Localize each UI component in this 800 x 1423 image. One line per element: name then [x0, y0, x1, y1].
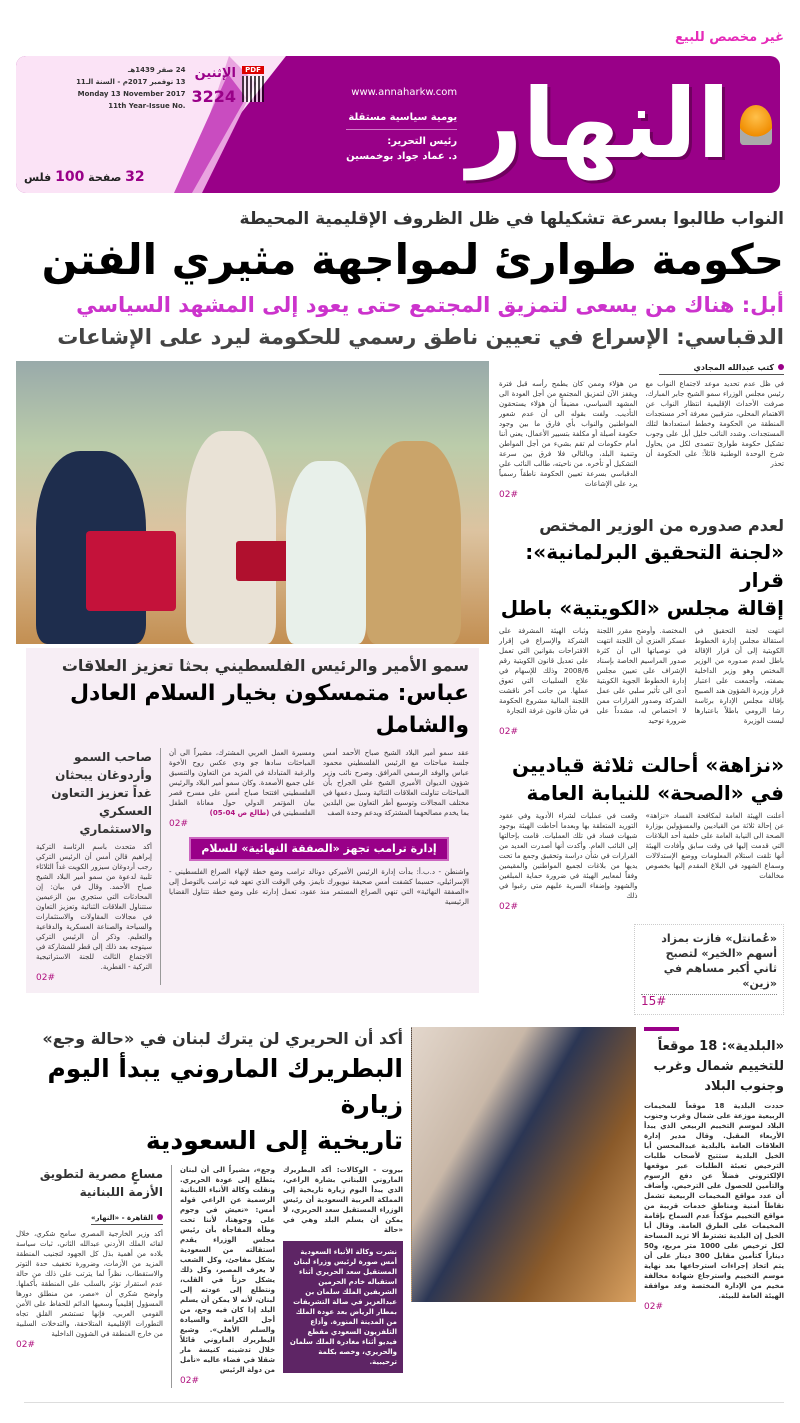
weekday: الإثنين [194, 66, 236, 81]
lead-sub2: الدقباسي: الإسراع في تعيين ناطق رسمي للحكومة ليرد على الإشاعات [57, 325, 784, 349]
lead-ref[interactable]: 02# [499, 490, 518, 500]
egypt-story [16, 1165, 172, 1388]
inquiry-col3: وثبات الهيئة المشرفة على الشركة والإسراع في إقرار الاقتراحات بقوانين التي تعمل على تعديل قانون الكويتية رقم 2008/6 وذلك للإسهام في علاج السلبيات التي تعوق عملها. من جانب آخر ناقشت اللجنة المالية مشروع الحكومة في شأن قانون غرفة التجارة [498, 627, 589, 715]
abbas-kicker: سمو الأمير والرئيس الفلسطيني بحثا تعزيز العلاقات [61, 656, 469, 675]
inquiry-col2: المختصة. وأوضح مقرر اللجنة عسكر العنزي أن اللجنة انتهت في توصياتها الى أن كثرة صدور المراسيم الخاصة بإسناد الإشراف على تعيين مجلس إدارة الخطوط الجوية الكويتية أدى الى تأثير سلبي على عمل الشركة وصدور القرارات ممن لا اختصاص له، مشدداً على ضرورة توحيد [596, 627, 687, 725]
price-label: فلس [24, 171, 52, 184]
egypt-byline [91, 1213, 163, 1225]
omantel-headline[interactable]: «عُمانتل» فازت بمزاد أسهم «الخير» لتصبح ثاني أكبر مساهم في «زين» [661, 932, 777, 990]
gregorian-date-ar: 13 نوفمبر 2017م - السنة الـ11 [76, 78, 186, 86]
hariri-salman-photo [411, 1027, 636, 1302]
nazaha-ref[interactable]: 02# [499, 902, 518, 912]
nazaha-headline-1[interactable]: «نزاهة» أحالت ثلاثة قياديين [511, 753, 784, 777]
not-for-sale-note: غير مخصص للبيع [675, 30, 784, 45]
editor-label: رئيس التحرير: [387, 136, 458, 147]
hariri-col2: وجع»، مشيراً الى أن لبنان يتطلع إلى عودة الحريري. ونقلت وكالة الأنباء اللبنانية الرسمية عن الراعي قوله أمس: «نعيش في وجوم على وجوهنا، لأننا تحت وطأة المفاجأة بأن رئيس مجلس الوزراء يقدم استقالته من السعودية بشكل مفاجئ، وكل الشعب لا يعرف المصير، وكل ذلك يشكل حزناً في القلب، ونتطلع إلى عودته إلى لبنان، لأنه لا يمكن أن يسلم البلد إذا كان فيه وجع، من أجل الكرامة والسيادة والسلم الأهلي». وشيع البطريرك الماروني قائلاً خلال تدشينه كنيسة مار شقلا في فضاء عاليه «نأمل من دولة الرئيس [180, 1166, 275, 1374]
baladia-ref[interactable]: 02# [644, 1302, 663, 1312]
inquiry-ref[interactable]: 02# [499, 727, 518, 737]
baladia-headline[interactable]: «البلدية»: 18 موقعاً للتخييم شمال وغرب وجنوب البلاد [653, 1039, 784, 1094]
editor-name: د. عماد جواد بوخمسين [346, 151, 458, 162]
photo-caption: نشرت وكالة الأنباء السعودية أمس صورة لرئيس وزراء لبنان المستقيل سعد الحريري أثناء استقباله خادم الحرمين الشريفين الملك سلمان بن عبدالعزيز في صالة التشريفات بمطار الرياض بعد عودة الملك من المدينة المنورة. وأذاع التلفزيون السعودي مقطع فيديو أثناء مغادرة الملك سلمان والحريري، وخصه بكلمة ترحيبية. [283, 1241, 403, 1373]
hariri-story [16, 1027, 403, 1388]
inquiry-headline-1[interactable]: «لجنة التحقيق البرلمانية»: قرار [525, 540, 784, 592]
hariri-headline-1[interactable]: البطريرك الماروني يبدأ اليوم زيارة [47, 1054, 403, 1119]
tagline: يومية سياسية مستقلة [346, 112, 457, 130]
page-bottom-rule [24, 1402, 784, 1403]
hariri-ref[interactable]: 02# [180, 1376, 199, 1386]
erdogan-ref[interactable]: 02# [36, 973, 55, 983]
nazaha-col2: وقعت في عمليات لشراء الأدوية وفي عقود التوريد المتعلقة بها وبعدما أحاطت الهيئة بوجود شبهات فساد في تلك العمليات. قامت بإحالتها إلى النائب العام. وأكدت أنها أصدرت العديد من القرارات في شأن دراسة وتحقيق وجمع ما تحت يديها من بلاغات لجميع المواطنين والمقيمين وفقاً لمعايير الهيئة في ضرورة حماية المبلغين والشهود وإضفاء السرية عليهم متى رغبوا في ذلك [499, 812, 638, 900]
byline-text: القاهرة - «النهار» [90, 1214, 153, 1222]
issue-label: 11th Year-Issue No. [108, 102, 186, 110]
lead-col2: من هؤلاء وممن كان يطمح رأسه قبل فترة ويقفز الآن لتمزيق المجتمع من أجل العودة الى المشهد السياسي، مضيفاً أن هؤلاء يستحقون التأديب. ولفت بقوله الى أن عدم شعور المواطنين والنواب بأي فارق ما بين وجود حكومة أصيلة أو مكلفة بتسيير الأعمال، يعني أننا أمام حكومات لم تقم بشيء من أجل المواطن وتنمية البلد، وبالتالي فلا فرق بين سرعة التشكيل أو تأخره. من ناحيته، طالب النائب علي الدقباسي بسرعة تعيين الحكومة ناطقاً رسمياً يرد على الإشاعات [499, 380, 638, 488]
byline-text: كتب عبدالله المجادي [693, 363, 774, 372]
lead-kicker: النواب طالبوا بسرعة تشكيلها في ظل الظروف الإقليمية المحيطة [239, 209, 784, 229]
hariri-kicker: أكد أن الحريري لن يترك لبنان في «حالة وجع» [42, 1029, 403, 1048]
inquiry-kicker: لعدم صدوره من الوزير المختص [539, 516, 784, 535]
sun-logo-icon [740, 105, 772, 145]
nazaha-headline-2[interactable]: في «الصحة» للنيابة العامة [526, 781, 784, 805]
trump-deal-body: واشنطن - د.ب.أ: بدأت إدارة الرئيس الأميركي دونالد ترامب وضع خطة لإنهاء الصراع الفلسطيني - الإسرائيلي، حسبما كشفت أمس صحيفة نيويورك تايمز. وفي الوقت الذي تعهد فيه ترامب بالتوصل إلى «الصفقة النهائية» التي تنهي الصراع المستمر منذ عقود، تعمل إدارته على وضع خطة تتناول القضايا الرئيسية [169, 868, 469, 906]
hariri-col1: بيروت - الوكالات: أكد البطريرك الماروني اللبناني بشارة الراعي، الذي يبدأ اليوم زيارة تاريخية إلى المملكة العربية السعودية أن رئيس الوزراء المستقيل سعد الحريري، لا يمكن أن يسلم البلد وهي في «حالة [283, 1166, 403, 1234]
bullet-icon [778, 364, 784, 370]
accent-bar [644, 1027, 679, 1031]
trump-deal-banner: إدارة ترامب تجهز «الصفقة النهائية» للسلام [189, 837, 449, 861]
lead-headline[interactable]: حكومة طوارئ لمواجهة مثيري الفتن [41, 235, 784, 284]
right-column [499, 361, 784, 1015]
inquiry-headline-2[interactable]: إقالة مجلس «الكويتية» باطل [500, 596, 784, 620]
baladia-story [644, 1027, 784, 1314]
website-url[interactable]: www.annaharkw.com [351, 87, 458, 98]
inquiry-col1: انتهت لجنة التحقيق في استقالة مجلس إدارة الخطوط الكويتية إلى أن قرار الإقالة باطل لعدم صدوره من الوزير المختص وهو وزير الداخلية بصفته، وأجمعت على اعتبار قرار وزيرة الشؤون هند الصبيح بإقالة مجلس الإدارة برئاسة رشا الرومي باطلاً باعتبارها ليست الوزيرة [694, 627, 784, 725]
abbas-more-link[interactable]: (طالع ص 04-05) [209, 809, 270, 817]
egypt-body: أكد وزير الخارجية المصري سامح شكري، خلال لقائه الملك الأردني عبدالله الثاني، ثبات سياسة بلاده من أهمية بذل كل الجهود لتجنيب المنطقة المزيد من الأزمات، وضرورة تخفيف حدة التوتر والاستقطاب، نظراً لما يترتب على ذلك من حالة عدم استقرار تؤثر بالسلب على المنطقة بأكملها. وأوضح شكري أن «مصر، من منطلق دورها المسؤول إقليمياً وسعيها الدائم للحفاظ على الأمن القومي العربي، فإنها تستشعر القلق تجاه التطورات الإقليمية المتلاحقة، والتدخلات السلبية من خارج المنطقة في الشؤون الداخلية [16, 1230, 163, 1338]
date-en: Monday 13 November 2017 [77, 90, 186, 98]
abbas-headline[interactable]: عباس: متمسكون بخيار السلام العادل والشامل [69, 681, 469, 738]
hariri-headline-2[interactable]: تاريخية إلى السعودية [145, 1126, 403, 1155]
qr-code-icon[interactable] [242, 76, 264, 102]
newspaper-logo: النهار [467, 67, 730, 180]
omantel-ref[interactable]: 15# [641, 994, 777, 1008]
price-line [24, 169, 264, 185]
erdogan-story [36, 748, 161, 985]
baladia-body: حددت البلدية 18 موقعاً للمخيمات الربيعية موزعة على شمال وغرب وجنوب البلاد لموسم التخييم الربيعي الذي يبدأ الأربعاء المقبل. وقال مدير إدارة العلاقات العامة بالبلدية عبدالمحسن أبا الخيل البلدية ستتيح لأصحاب طلبات الترخيص تعبئة الطلبات عبر موقعها الإلكتروني فضلاً عن دفع الرسوم والتأمين للحصول على الترخيص. وأضاف أن عدد مواقع المخيمات الربيعية تشمل نقاطاً أمنية ومناطق خدمات قريبة من مواقع التخييم مؤكداً عدم السماح بإقامة المخيمات على الطرق العامة. وقال أبا الخيل إن البلدية تشترط ألا تزيد المساحة لكل ترخيص على 1000 متر مربع، و50 ديناراً كتأمين مقابل 300 دينار على أن يتم اتخاذ إجراءات استرجاعها بعد نهاية موسم التخييم واسترجاع شهادة مخالفة مخيم من الإدارة المختصة وعد موافقة الهيئة العامة للبيئة. [644, 1102, 785, 1300]
egypt-headline[interactable]: مساعٍ مصرية لتطويق الأزمة اللبنانية [39, 1167, 163, 1199]
issue-panel [24, 56, 264, 193]
erdogan-headline[interactable]: صاحب السمو وأردوغان يبحثان غداً تعزيز التعاون العسكري والاستثماري [51, 750, 152, 836]
lead-col1: في ظل عدم تحديد موعد لاجتماع النواب مع رئيس مجلس الوزراء سمو الشيخ جابر المبارك، صرفت الأحداث الإقليمية انتظار النواب عن الاهتمام المحلي، مترقبين معرفة آخر مستجدات المنطقة من الحكومة وخطط استعدادها لتلك المستجدات. وشدد النائب خليل أبل على وجوب تشكيل حكومة طوارئ تتصدى لكل من يحاول شرخ الوحدة الوطنية قائلاً: على الحكومة أن تحذر [645, 380, 784, 468]
page-count: 32 [125, 169, 145, 185]
lead-sub1: أبل: هناك من يسعى لتمزيق المجتمع حتى يعود إلى المشهد السياسي [76, 293, 784, 317]
masthead-content [16, 56, 780, 193]
bottom-section [16, 1027, 784, 1388]
nazaha-col1: أعلنت الهيئة العامة لمكافحة الفساد «نزاهة» عن إحالة ثلاثة من القياديين والمسؤولين بوزارة الصحة الى النيابة العامة على خلفية أحد البلاغات التي قدمت إليها في وقت سابق وأفادت الهيئة أنها تلقت استلام المعلومات ووضع الإستدلالات وسماع الشهود في البلاغ المقدم إليها بخصوص مخالفات [645, 812, 784, 880]
bullet-icon [157, 1214, 163, 1220]
left-column [16, 361, 489, 993]
abbas-col2-text: ومسيرة العمل العربي المشترك، مشيراً الى أن المباحثات سادها جو ودي عكس روح الأخوة والرغبة المتبادلة في المزيد من التعاون والتنسيق على جميع الأصعدة. وكان سمو أمير البلاد والرئيس الفلسطيني افتتحا صباح أمس على مسرح قصر بيان المؤتمر الدولي حول معاناة الطفل الفلسطيني في [169, 749, 315, 817]
abbas-col1: عقد سمو أمير البلاد الشيخ صباح الأحمد أمس جلسة مباحثات مع الرئيس الفلسطيني محمود عباس والوفد الرسمي المرافق. وصرح نائب وزير شؤون الديوان الأميري الشيخ علي الجراح بأن المباحثات تناولت العلاقات الثنائية وسبل دعمها في مختلف المجالات وتوسيع أطر التعاون بين البلدين بما يخدم مصالحهما المشتركة ويدعم وحدة الصف [323, 749, 469, 817]
lead-byline [659, 361, 784, 375]
middle-section [16, 361, 784, 1015]
abbas-story-box [26, 648, 479, 993]
erdogan-body: أكد متحدث باسم الرئاسة التركية إبراهيم قالن أمس أن الرئيس التركي رجب أردوغان سيزور الكويت غداً الثلاثاء تلبية لدعوة من سمو أمير البلاد الشيخ صباح الأحمد. وقال في بيان: إن المحادثات التي ستجري بين الزعيمين ستتناول العلاقات الثنائية وتعزيز التعاون في مجالات المقاولات والاستثمارات والسياحة والصناعة العسكرية والدفاعية والتعليم. وذكر أن الرئيس التركي سيتوجه بعد ذلك إلى قطر للمشاركة في الاجتماع الثالث للجنة الاستراتيجية التركية - القطرية. [36, 843, 152, 971]
issue-number: 3224 [191, 87, 236, 106]
omantel-box [634, 924, 784, 1015]
egypt-ref[interactable]: 02# [16, 1340, 35, 1350]
pages-label: صفحة [88, 171, 122, 184]
abbas-ref[interactable]: 02# [169, 819, 188, 829]
abbas-col2 [169, 748, 315, 818]
pdf-badge[interactable]: PDF [242, 66, 264, 74]
masthead [16, 56, 780, 193]
price: 100 [55, 169, 85, 185]
hijri-date: 24 صفر 1439هـ [127, 66, 186, 74]
emir-abbas-photo [16, 361, 489, 644]
masthead-info [346, 56, 457, 193]
